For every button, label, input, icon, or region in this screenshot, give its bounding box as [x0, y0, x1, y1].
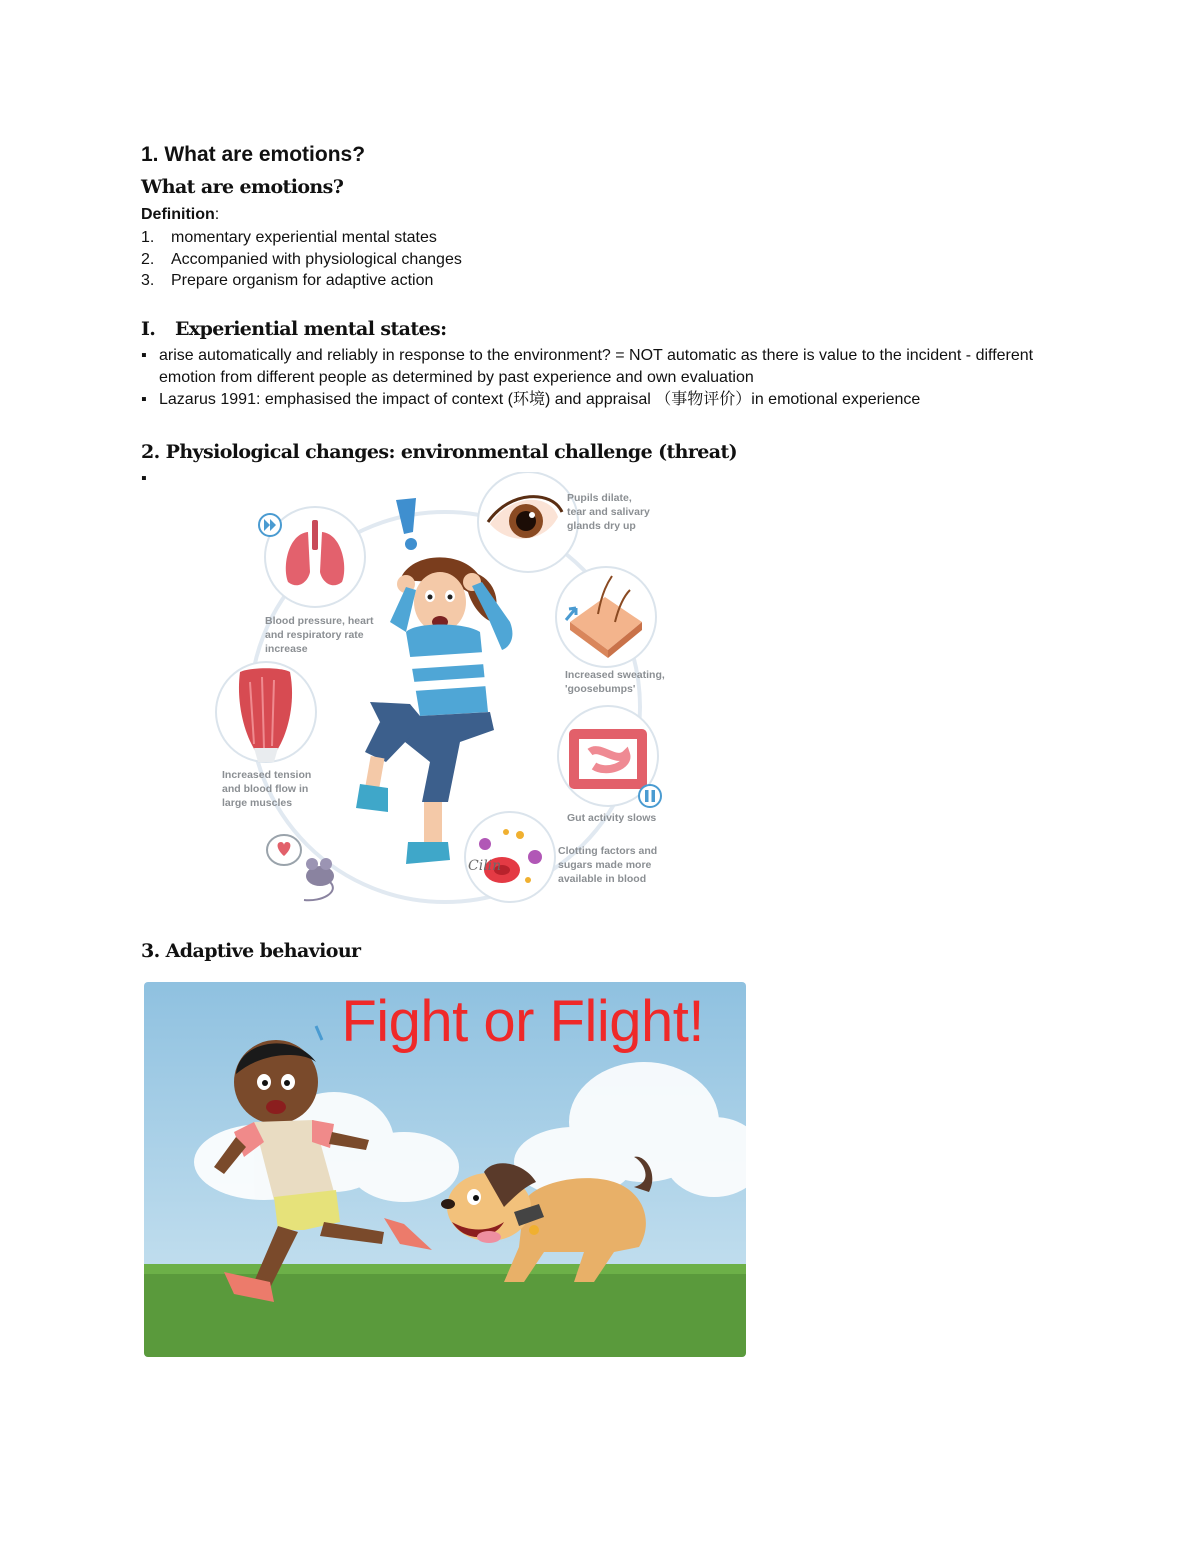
bullet-mark: ▪: [141, 347, 147, 364]
section-title: Experiential mental states:: [175, 318, 447, 340]
caption-muscles-2: and blood flow in: [222, 783, 309, 795]
bullet-text: arise automatically and reliably in response to the environment? = NOT automatic as there is value to the incident - different emotion from different people as determined by past experience and own evaluation: [159, 347, 1034, 386]
caption-pupils-1: Pupils dilate,: [567, 492, 632, 504]
heading-what-are-emotions: 1. What are emotions?: [141, 143, 366, 166]
caption-clot-3: available in blood: [558, 873, 647, 885]
definition-item: [141, 270, 462, 292]
subheading-what-are-emotions: What are emotions?: [141, 176, 344, 198]
eye-icon: [478, 472, 578, 572]
fight-or-flight-title: Fight or Flight!: [341, 989, 704, 1054]
caption-gut: Gut activity slows: [567, 812, 657, 824]
caption-clot-2: sugars made more: [558, 859, 652, 871]
definition-label: [141, 206, 219, 224]
definition-list: [141, 227, 462, 292]
caption-muscles-3: large muscles: [222, 797, 293, 809]
section-physiological-heading: 2. Physiological changes: environmental challenge (threat): [141, 441, 738, 463]
experiential-bullet-list: [141, 345, 1069, 411]
definition-label-text: Definition: [141, 206, 215, 223]
caption-muscles-1: Increased tension: [222, 769, 312, 781]
definition-number: 1.: [141, 229, 155, 246]
caption-pupils-3: glands dry up: [567, 520, 636, 532]
definition-colon: :: [214, 206, 220, 223]
caption-blood-2: and respiratory rate: [265, 629, 364, 641]
bullet-item: [141, 345, 1069, 389]
bullet-item: [141, 389, 1069, 411]
definition-number: 2.: [141, 250, 155, 268]
definition-number: 3.: [141, 272, 155, 289]
bullet-mark: ▪: [141, 391, 147, 408]
physiology-svg: [210, 472, 680, 912]
section-roman-numeral: I.: [141, 318, 156, 340]
section-adaptive-heading: 3. Adaptive behaviour: [141, 940, 361, 962]
definition-text: momentary experiential mental states: [171, 229, 437, 246]
bullet-text: Lazarus 1991: emphasised the impact of context (环境) and appraisal （事物评价）in emotional experience: [159, 391, 921, 408]
artist-signature: Cilin: [468, 858, 502, 874]
pause-icon: [639, 785, 661, 807]
caption-sweat-1: Increased sweating,: [565, 669, 665, 681]
mouse-icon: [304, 858, 334, 900]
caption-blood-1: Blood pressure, heart: [265, 615, 374, 627]
fight-or-flight-illustration: [144, 982, 746, 1357]
caption-blood-3: increase: [265, 643, 308, 655]
caption-clot-1: Clotting factors and: [558, 845, 658, 857]
definition-text: Prepare organism for adaptive action: [171, 272, 434, 289]
section-experiential-heading: [141, 318, 447, 340]
blood-cells-icon: [465, 812, 555, 902]
physiological-changes-illustration: [210, 472, 680, 912]
caption-pupils-2: tear and salivary: [567, 506, 650, 518]
definition-item: [141, 249, 462, 271]
definition-text: Accompanied with physiological changes: [171, 250, 462, 268]
heart-speech-bubble-icon: [267, 835, 301, 865]
muscle-icon: [216, 662, 316, 762]
exclamation-icon: [396, 498, 417, 550]
empty-bullet-mark: ▪: [141, 470, 147, 487]
fast-forward-icon: [259, 514, 281, 536]
definition-item: [141, 227, 462, 249]
skin-goosebumps-icon: [556, 567, 656, 667]
caption-sweat-2: 'goosebumps': [565, 683, 636, 695]
